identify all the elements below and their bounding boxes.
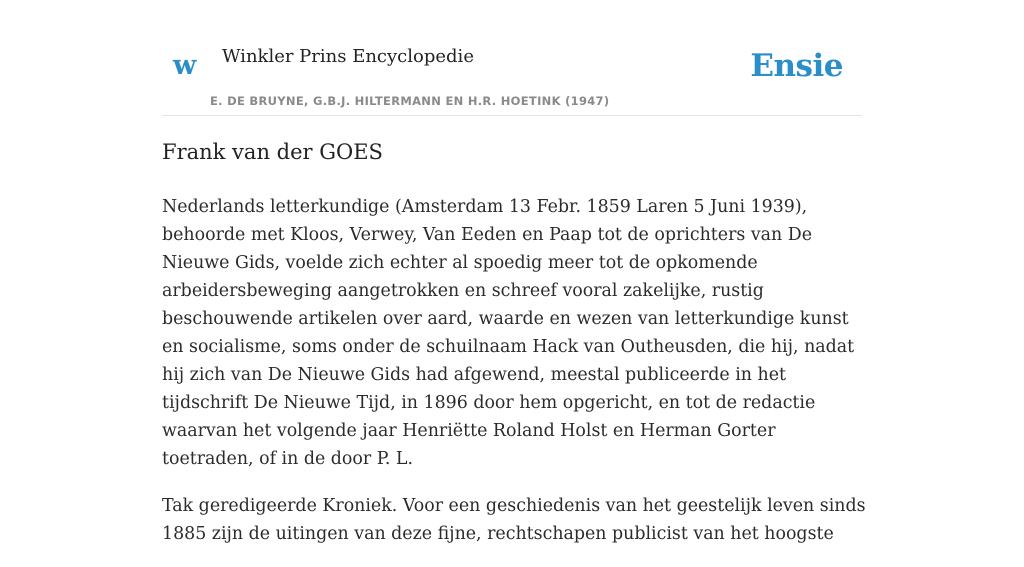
source-title[interactable]: Winkler Prins Encyclopedie xyxy=(222,46,474,67)
source-authors: E. DE BRUYNE, G.B.J. HILTERMANN EN H.R. HOETINK (1947) xyxy=(210,94,610,108)
entry-title: Frank van der GOES xyxy=(162,140,383,164)
entry-paragraph: Nederlands letterkundige (Amsterdam 13 Febr. 1859 Laren 5 Juni 1939), behoorde met Kloos, Verwey, Van Eeden en Paap tot de oprichters van De Nieuwe Gids, voelde zich echter al spoedig meer tot de opkomende arbeidersbeweging aangetrokken en schreef vooral zakelijke, rustig beschouwende artikelen over aard, waarde en wezen van letterkundige kunst en socialisme, soms onder de schuilnaam Hack van Outheusden, die hij, nadat hij zich van De Nieuwe Gids had afgewend, meestal publiceerde in het tijdschrift De Nieuwe Tijd, in 1896 door hem opgericht, en tot de redactie waarvan het volgende jaar Henriëtte Roland Holst en Herman Gorter toetraden, of in de door P. L. xyxy=(162,197,855,469)
winkler-prins-logo[interactable]: w xyxy=(173,50,197,81)
entry-body xyxy=(162,193,866,567)
entry-paragraph: Tak geredigeerde Kroniek. Voor een geschiedenis van het geestelijk leven sinds 1885 zijn de uitingen van deze fijne, rechtschapen publicist van het hoogste xyxy=(162,496,866,544)
ensie-logo[interactable]: Ensie xyxy=(750,48,843,84)
article-page xyxy=(162,0,866,544)
source-header xyxy=(162,0,862,116)
